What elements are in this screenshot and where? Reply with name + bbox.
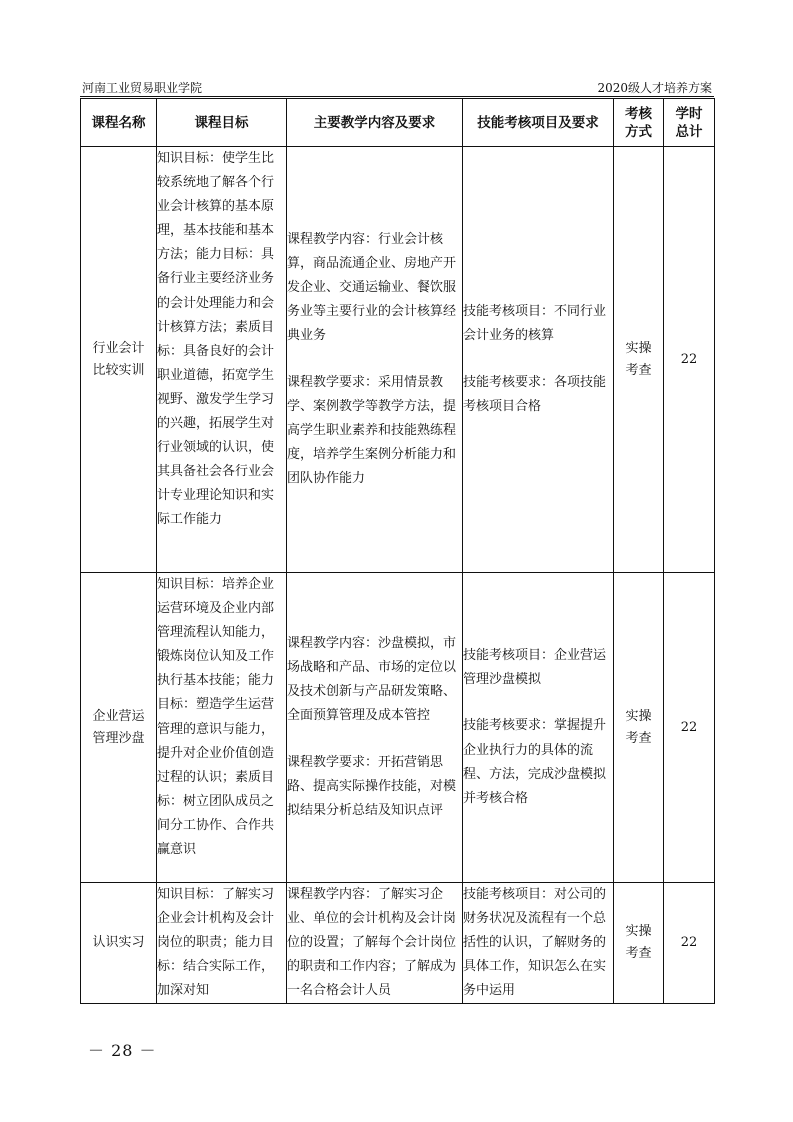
col-header-goal: 课程目标: [157, 99, 287, 147]
assessment-method: [614, 883, 664, 1004]
total-hours: 22: [664, 147, 715, 573]
assessment-method-line: 实操: [625, 924, 652, 940]
course-name-line: 管理沙盘: [92, 730, 145, 746]
school-name: 河南工业贸易职业学院: [82, 81, 203, 95]
total-hours: 22: [664, 883, 715, 1004]
course-goal: 知识目标：使学生比较系统地了解各个行业会计核算的基本原理，基本技能和基本方法；能力目标：具备行业主要经济业务的会计处理能力和会计核算方法；素质目标：具备良好的会计职业道德，拓宽学生视野、激发学生学习的兴趣，拓展学生对行业领域的认识，使其具备社会各行业会计专业理论知识和实际工作能力: [157, 147, 287, 573]
course-table: [80, 98, 715, 1004]
total-hours: 22: [664, 573, 715, 883]
assessment-method-line: 考查: [625, 730, 652, 746]
teaching-requirement-text: 课程教学要求：采用情景教学、案例教学等教学方法，提高学生职业素养和技能熟练程度，培养学生案例分析能力和团队协作能力: [287, 374, 457, 486]
document-title: 2020级人才培养方案: [597, 81, 712, 95]
assessment-method-line: 考查: [625, 946, 652, 962]
course-name-line: 比较实训: [92, 362, 145, 378]
col-header-hours-line: 总计: [675, 123, 703, 140]
teaching-content-text: 课程教学内容：行业会计核算，商品流通企业、房地产开发企业、交通运输业、餐饮服务业等主要行业的会计核算经典业务: [287, 232, 457, 344]
table-row: [81, 883, 715, 1004]
course-name: [81, 573, 157, 883]
assessment-method-line: 考查: [625, 362, 652, 378]
page-number: － 28 －: [88, 1041, 157, 1060]
course-goal: 知识目标：了解实习企业会计机构及会计岗位的职责；能力目标：结合实际工作，加深对知: [157, 883, 287, 1004]
col-header-hours: [664, 99, 715, 147]
col-header-method-line: 考核: [625, 105, 652, 122]
assessment-method-line: 实操: [625, 340, 652, 356]
table-header-row: [81, 99, 715, 147]
col-header-hours-line: 学时: [675, 105, 703, 122]
teaching-content: [287, 883, 463, 1004]
skill-requirement-text: 技能考核要求：掌握提升企业执行力的具体的流程、方法，完成沙盘模拟并考核合格: [463, 718, 607, 806]
table-row: [81, 573, 715, 883]
course-name-line: 行业会计: [92, 340, 145, 356]
teaching-content-text: 课程教学内容：了解实习企业、单位的会计机构及会计岗位的设置；了解每个会计岗位的职责和工作内容；了解成为一名合格会计人员: [287, 887, 457, 999]
col-header-content: 主要教学内容及要求: [287, 99, 463, 147]
teaching-content-text: 课程教学内容：沙盘模拟，市场战略和产品、市场的定位以及技术创新与产品研发策略、全面预算管理及成本管控: [287, 636, 457, 724]
teaching-content: [287, 573, 463, 883]
skill-item-text: 技能考核项目：企业营运管理沙盘模拟: [463, 648, 607, 688]
skill-assessment: [463, 147, 614, 573]
course-name: [81, 147, 157, 573]
assessment-method-line: 实操: [625, 708, 652, 724]
skill-item-text: 技能考核项目：不同行业会计业务的核算: [463, 304, 607, 344]
course-goal: 知识目标：培养企业运营环境及企业内部管理流程认知能力，锻炼岗位认知及工作执行基本技能；能力目标：塑造学生运营管理的意识与能力，提升对企业价值创造过程的认识；素质目标：树立团队成员之间分工协作、合作共赢意识: [157, 573, 287, 883]
course-name: [81, 883, 157, 1004]
skill-assessment: [463, 573, 614, 883]
teaching-content: [287, 147, 463, 573]
teaching-requirement-text: 课程教学要求：开拓营销思路、提高实际操作技能，对模拟结果分析总结及知识点评: [287, 754, 457, 818]
skill-item-text: 技能考核项目：对公司的财务状况及流程有一个总括性的认识，了解财务的具体工作，知识怎么在实务中运用: [463, 887, 607, 999]
header-rule: [80, 96, 714, 97]
course-name-line: 企业营运: [92, 708, 145, 724]
col-header-method: [614, 99, 664, 147]
skill-assessment: [463, 883, 614, 1004]
course-name-line: 认识实习: [92, 935, 145, 951]
table-row: [81, 147, 715, 573]
assessment-method: [614, 147, 664, 573]
assessment-method: [614, 573, 664, 883]
skill-requirement-text: 技能考核要求：各项技能考核项目合格: [463, 374, 607, 414]
page-header: [80, 79, 714, 97]
col-header-skill: 技能考核项目及要求: [463, 99, 614, 147]
col-header-name: 课程名称: [81, 99, 157, 147]
col-header-method-line: 方式: [625, 123, 652, 140]
